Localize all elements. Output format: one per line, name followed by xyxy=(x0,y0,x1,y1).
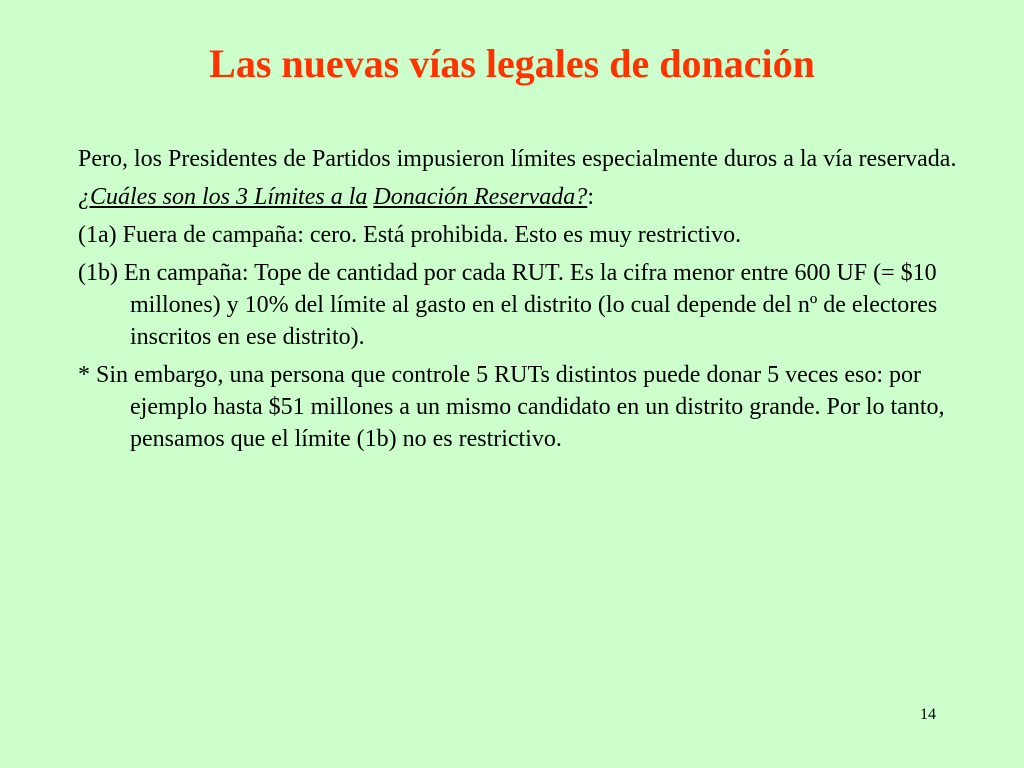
paragraph-note: * Sin embargo, una persona que controle 5 RUTs distintos puede donar 5 veces eso: por ejemplo hasta $51 millones a un mismo candidato en un distrito grande. Por lo tanto, pensamos que el límite (1b) no es restrictivo. xyxy=(78,362,945,452)
paragraph-intro: Pero, los Presidentes de Partidos impusieron límites especialmente duros a la vía reservada. xyxy=(78,146,957,172)
question-text-italic: ¿Cuáles son los 3 Límites a la xyxy=(78,184,368,210)
slide-number: 14 xyxy=(920,706,936,723)
paragraph-limit-1a: (1a) Fuera de campaña: cero. Está prohibida. Esto es muy restrictivo. xyxy=(78,222,742,248)
question-colon: : xyxy=(587,184,594,210)
paragraph-question xyxy=(78,181,958,213)
question-text-underlined: Donación Reservada? xyxy=(373,184,588,210)
slide-title: Las nuevas vías legales de donación xyxy=(209,41,815,86)
paragraph-limit-1b: (1b) En campaña: Tope de cantidad por cada RUT. Es la cifra menor entre 600 UF (= $10 millones) y 10% del límite al gasto en el distrito (lo cual depende del nº de electores inscritos en ese distrito). xyxy=(78,260,938,350)
slide-body xyxy=(78,143,958,461)
